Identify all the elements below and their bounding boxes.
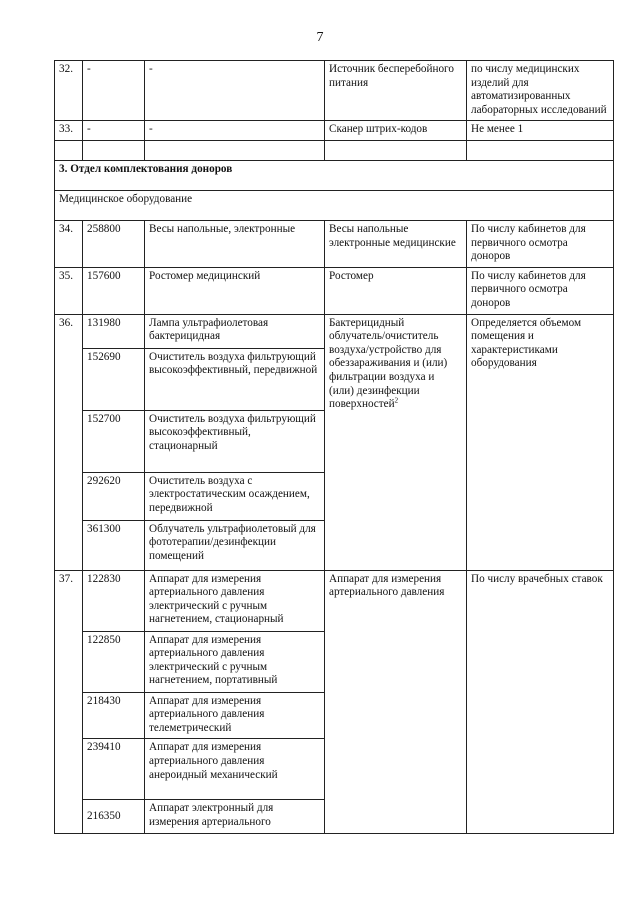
equipment-type: Источник бесперебойного питания [325,61,467,121]
table-row-spacer [55,140,614,160]
item-code: 152700 [83,410,145,472]
equipment-standard: по числу медицинских изделий для автоматизированных лабораторных исследований [467,61,614,121]
item-code: 122830 [83,570,145,631]
subsection-row [55,190,614,220]
item-name: Аппарат для измерения артериального давления телеметрический [145,692,325,739]
page-number: 7 [316,30,324,45]
item-code: 216350 [83,800,145,834]
equipment-type: Аппарат для измерения артериального давления [325,570,467,834]
item-name: Облучатель ультрафиолетовый для фототерапии/дезинфекции помещений [145,520,325,570]
item-code: 258800 [83,220,145,267]
blank-cell [145,140,325,160]
table-row [55,267,614,314]
subsection-heading: Медицинское оборудование [55,190,614,220]
equipment-table [54,60,614,834]
item-code: 239410 [83,739,145,800]
item-code: 157600 [83,267,145,314]
item-code: 152690 [83,348,145,410]
table-row [55,314,614,348]
item-code: 292620 [83,472,145,520]
equipment-standard: Определяется объемом помещения и характеристиками оборудования [467,314,614,570]
footnote-mark: 2 [394,396,399,405]
table-row [55,121,614,141]
row-number: 34. [55,220,83,267]
equipment-type [325,314,467,570]
equipment-standard: Не менее 1 [467,121,614,141]
item-name: Аппарат для измерения артериального давления электрический с ручным нагнетением, стационарный [145,570,325,631]
item-name: Лампа ультрафиолетовая бактерицидная [145,314,325,348]
item-code: - [83,61,145,121]
item-name: Весы напольные, электронные [145,220,325,267]
item-name: Очиститель воздуха с электростатическим осаждением, передвижной [145,472,325,520]
row-number: 32. [55,61,83,121]
item-code: 218430 [83,692,145,739]
section-row [55,160,614,190]
equipment-standard: По числу кабинетов для первичного осмотра доноров [467,267,614,314]
item-name: - [145,61,325,121]
blank-cell [55,140,83,160]
item-name: Очиститель воздуха фильтрующий высокоэффективный, передвижной [145,348,325,410]
equipment-type: Весы напольные электронные медицинские [325,220,467,267]
item-name: Ростомер медицинский [145,267,325,314]
row-number: 35. [55,267,83,314]
equipment-type: Ростомер [325,267,467,314]
item-code: 122850 [83,631,145,692]
section-heading: 3. Отдел комплектования доноров [55,160,614,190]
equipment-standard: По числу врачебных ставок [467,570,614,834]
equipment-standard: По числу кабинетов для первичного осмотра доноров [467,220,614,267]
blank-cell [325,140,467,160]
blank-cell [467,140,614,160]
item-code: 131980 [83,314,145,348]
row-number: 36. [55,314,83,570]
row-number: 37. [55,570,83,834]
row-number: 33. [55,121,83,141]
equipment-type: Сканер штрих-кодов [325,121,467,141]
item-name: Очиститель воздуха фильтрующий высокоэффективный, стационарный [145,410,325,472]
item-name: Аппарат для измерения артериального давления электрический с ручным нагнетением, портативный [145,631,325,692]
item-name: - [145,121,325,141]
item-code: 361300 [83,520,145,570]
table-row [55,220,614,267]
item-code: - [83,121,145,141]
blank-cell [83,140,145,160]
item-name: Аппарат электронный для измерения артериального [145,800,325,834]
item-name: Аппарат для измерения артериального давления анероидный механический [145,739,325,800]
table-row [55,61,614,121]
table-row [55,570,614,631]
equipment-type-text: Бактерицидный облучатель/очиститель воздуха/устройство для обеззараживания и (или) фильтрации воздуха и (или) дезинфекции поверхностей [329,316,448,411]
